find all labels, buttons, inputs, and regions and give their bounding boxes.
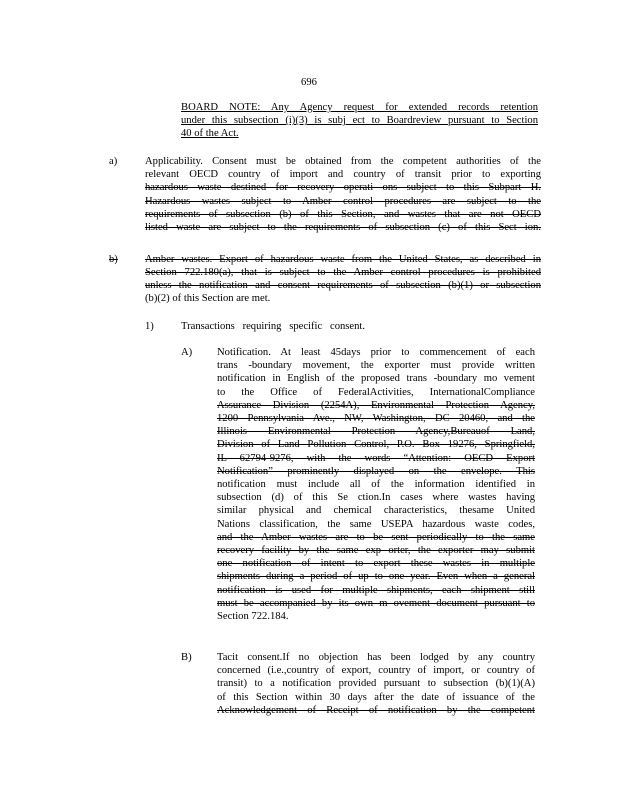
board-note xyxy=(181,101,538,141)
section-a-struck-line: listed waste are subject to the requirements of subsection (c) of this Sect ion. xyxy=(145,222,541,234)
item-1-text xyxy=(181,320,365,333)
item-B-line: of this Section within 30 days after the date of issuance of the xyxy=(217,691,535,703)
item-A-line: Notification. At least 45days prior to commencement of each xyxy=(217,347,535,358)
item-A-struck-line: Assurance Division (2254A), Environmental Protection Agency, xyxy=(217,399,535,411)
section-b-struck-line: Section 722.180(a), that is subject to the Amber control procedures is prohibited xyxy=(145,267,541,278)
item-B-line: Tacit consent.If no objection has been lodged by any country xyxy=(217,652,535,663)
section-b-struck-line: unless the notification and consent requirements of subsection (b)(1) or subsection xyxy=(145,280,541,292)
item-A-body xyxy=(217,346,535,623)
item-A-struck-line: one notification of intent to export these wastes in multiple xyxy=(217,558,535,570)
board-note-line: 40 of the Act. xyxy=(181,128,239,140)
item-A-line: notification in English of the proposed trans -boundary mo vement xyxy=(217,373,535,385)
item-A-struck-line: Notification” prominently displayed on the envelope. This xyxy=(217,465,535,477)
item-A-line: notification must include all of the information identified in xyxy=(217,479,535,491)
item-A-struck-line: IL 62794-9276, with the words “Attention: OECD Export xyxy=(217,452,535,464)
board-note-line: BOARD NOTE: Any Agency request for extended records retention xyxy=(181,102,538,113)
item-A-line: trans -boundary movement, the exporter must provide written xyxy=(217,360,535,372)
item-1-line: Transactions requiring specific consent. xyxy=(181,321,365,332)
section-a-struck-line: requirements of subsection (b) of this Section, and wastes that are not OECD xyxy=(145,208,541,220)
section-b-body-rest xyxy=(145,266,541,306)
section-a-struck-line: Hazardous wastes subject to Amber control procedures are subject to the xyxy=(145,195,541,207)
item-A-line: to the Office of FederalActivities, InternationalCompliance xyxy=(217,386,535,398)
item-A-line: subsection (d) of this Se ction.In cases where wastes having xyxy=(217,492,535,504)
section-a-marker: a) xyxy=(109,156,118,167)
board-note-line: under this subsection (i)(3) is subj ect to Boardreview pursuant to Section xyxy=(181,115,538,127)
section-a-line: relevant OECD country of import and country of transit prior to exporting xyxy=(145,169,541,181)
item-B-line: concerned (i.e.,country of export, country of import, or country of xyxy=(217,665,535,677)
item-A-line: Nations classification, the same USEPA hazardous waste codes, xyxy=(217,518,535,530)
item-A-line: similar physical and chemical characteristics, thesame United xyxy=(217,505,535,517)
item-A-struck-line: recovery facility by the same exp orter, the exporter may submit xyxy=(217,545,535,557)
item-B-body xyxy=(217,651,535,717)
item-A-line: Section 722.184. xyxy=(217,611,289,623)
section-a-body xyxy=(145,155,541,234)
item-A-struck-line: Division of Land Pollution Control, P.O. Box 19276, Springfield, xyxy=(217,439,535,451)
section-b-body xyxy=(109,253,541,266)
item-A-struck-line: shipments during a period of up to one year. Even when a general xyxy=(217,571,535,583)
item-A-marker: A) xyxy=(181,347,193,358)
section-b-line: (b)(2) of this Section are met. xyxy=(145,293,271,305)
item-B-line: transit) to a notification provided pursuant to subsection (b)(1)(A) xyxy=(217,678,535,690)
item-A-struck-line: must be accompanied by its own m ovement document pursuant to xyxy=(217,597,535,609)
item-B-struck-line: Acknowledgement of Receipt of notification by the competent xyxy=(217,704,535,716)
item-A-struck-line: and the Amber wastes are to be sent periodically to the same xyxy=(217,531,535,543)
item-A-struck-line: notification is used for multiple shipments, each shipment still xyxy=(217,584,535,596)
section-b-marker: b) xyxy=(109,254,118,265)
item-1-marker: 1) xyxy=(145,321,154,332)
page-number: 696 xyxy=(301,77,317,88)
section-b-struck-line: Amber wastes. Export of hazardous waste from the United States, as described in xyxy=(145,254,541,265)
item-A-struck-line: 1200 Pennsylvania Ave., NW, Washington, DC 20460, and the xyxy=(217,413,535,425)
section-a-line: Applicability. Consent must be obtained from the competent authorities of the xyxy=(145,156,541,167)
item-A-struck-line: Illinois Environmental Protection Agency,Bureauof Land, xyxy=(217,426,535,438)
item-B-marker: B) xyxy=(181,652,192,663)
section-a-struck-line: hazardous waste destined for recovery operati ons subject to this Subpart H. xyxy=(145,182,541,194)
